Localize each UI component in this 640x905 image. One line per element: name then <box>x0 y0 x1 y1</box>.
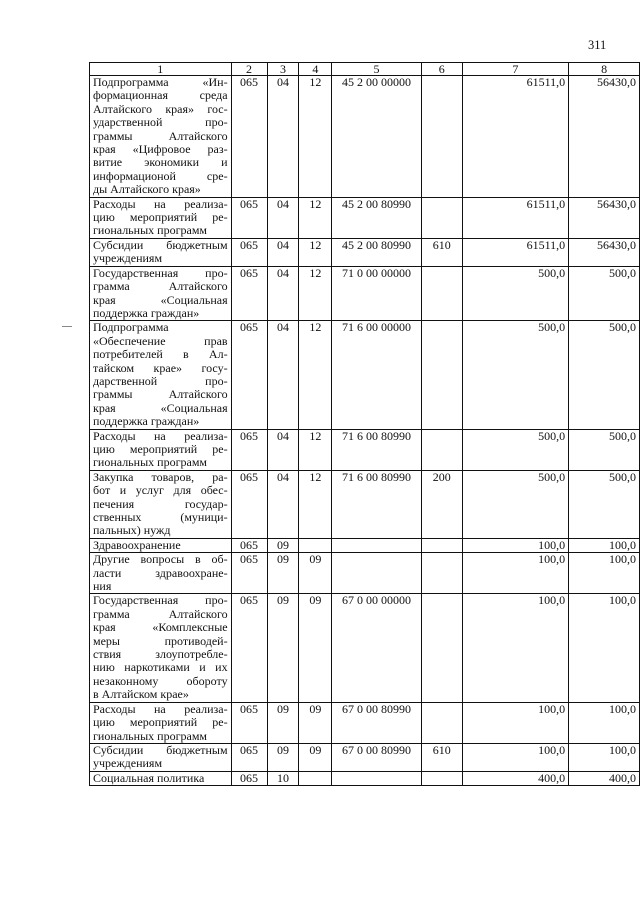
expense-type-cell <box>421 266 462 321</box>
amount-year2-cell: 100,0 <box>569 702 640 743</box>
item-name-line: печения государ- <box>93 496 228 511</box>
subsection-cell: 12 <box>299 470 332 538</box>
target-article-cell: 67 0 00 80990 <box>332 702 422 743</box>
section-cell: 04 <box>267 470 299 538</box>
item-name-line: информационой сре- <box>93 168 228 183</box>
item-name-cell <box>90 594 232 702</box>
section-cell: 04 <box>267 429 299 470</box>
table-row <box>90 197 640 238</box>
amount-year1-cell: 61511,0 <box>462 238 568 266</box>
item-name-line: поддержка граждан» <box>93 305 200 320</box>
amount-year2-cell: 500,0 <box>569 321 640 429</box>
item-name-line: тайском крае» госу- <box>93 360 228 375</box>
ministry-code-cell: 065 <box>231 197 267 238</box>
target-article-cell <box>332 553 422 594</box>
subsection-cell: 09 <box>299 743 332 771</box>
expense-type-cell <box>421 76 462 198</box>
table-row <box>90 238 640 266</box>
amount-year1-cell: 500,0 <box>462 429 568 470</box>
item-name-line: нию наркотиками и их <box>93 660 228 675</box>
item-name-line: Государственная про- <box>93 593 228 608</box>
ministry-code-cell: 065 <box>231 429 267 470</box>
item-name-line: цию мероприятий ре- <box>93 210 228 225</box>
column-header: 6 <box>421 63 462 76</box>
margin-mark <box>62 326 72 327</box>
item-name-line: витие экономики и <box>93 155 228 170</box>
item-name-line: цию мероприятий ре- <box>93 715 228 730</box>
column-header: 7 <box>462 63 568 76</box>
item-name-cell <box>90 470 232 538</box>
column-header: 2 <box>231 63 267 76</box>
item-name-line: Государственная про- <box>93 265 228 280</box>
item-name-line: грамма Алтайского <box>93 279 228 294</box>
ministry-code-cell: 065 <box>231 238 267 266</box>
table-row <box>90 429 640 470</box>
section-cell: 09 <box>267 702 299 743</box>
section-cell: 04 <box>267 76 299 198</box>
ministry-code-cell: 065 <box>231 743 267 771</box>
section-cell: 09 <box>267 743 299 771</box>
target-article-cell: 71 6 00 00000 <box>332 321 422 429</box>
target-article-cell: 71 0 00 00000 <box>332 266 422 321</box>
amount-year2-cell: 500,0 <box>569 266 640 321</box>
section-cell: 09 <box>267 594 299 702</box>
table-row <box>90 76 640 198</box>
item-name-line: поддержка граждан» <box>93 414 200 429</box>
item-name-line: грамма Алтайского <box>93 606 228 621</box>
expense-type-cell <box>421 197 462 238</box>
section-cell: 04 <box>267 197 299 238</box>
ministry-code-cell: 065 <box>231 266 267 321</box>
expense-type-cell <box>421 553 462 594</box>
target-article-cell: 45 2 00 80990 <box>332 197 422 238</box>
subsection-cell <box>299 538 332 552</box>
table-row <box>90 321 640 429</box>
subsection-cell: 12 <box>299 266 332 321</box>
amount-year1-cell: 100,0 <box>462 553 568 594</box>
ministry-code-cell: 065 <box>231 702 267 743</box>
item-name-line: потребителей в Ал- <box>93 347 228 362</box>
amount-year1-cell: 100,0 <box>462 702 568 743</box>
subsection-cell <box>299 771 332 785</box>
section-cell: 10 <box>267 771 299 785</box>
ministry-code-cell: 065 <box>231 538 267 552</box>
item-name-line: Социальная политика <box>93 770 205 785</box>
item-name-line: Расходы на реализа- <box>93 196 228 211</box>
item-name-line: Подпрограмма «Ин- <box>93 75 228 89</box>
item-name-line: Расходы на реализа- <box>93 701 228 716</box>
item-name-cell <box>90 429 232 470</box>
expense-type-cell: 610 <box>421 238 462 266</box>
item-name-line: бот и услуг для обес- <box>93 483 228 498</box>
subsection-cell: 12 <box>299 429 332 470</box>
subsection-cell: 12 <box>299 238 332 266</box>
budget-table <box>89 62 640 786</box>
target-article-cell: 45 2 00 80990 <box>332 238 422 266</box>
item-name-line: Субсидии бюджетным <box>93 237 228 252</box>
item-name-cell <box>90 538 232 552</box>
amount-year1-cell: 500,0 <box>462 321 568 429</box>
expense-type-cell <box>421 594 462 702</box>
table-row <box>90 743 640 771</box>
expense-type-cell: 610 <box>421 743 462 771</box>
amount-year1-cell: 400,0 <box>462 771 568 785</box>
subsection-cell: 09 <box>299 702 332 743</box>
item-name-line: ды Алтайского края» <box>93 182 201 197</box>
amount-year2-cell: 100,0 <box>569 743 640 771</box>
subsection-cell: 09 <box>299 594 332 702</box>
item-name-line: ния <box>93 579 112 594</box>
item-name-line: граммы Алтайского <box>93 387 228 402</box>
section-cell: 04 <box>267 321 299 429</box>
item-name-line: меры противодей- <box>93 633 228 648</box>
item-name-line: края «Социальная <box>93 292 228 307</box>
item-name-line: Расходы на реализа- <box>93 428 228 443</box>
item-name-line: ударственной про- <box>93 115 228 130</box>
table-row <box>90 470 640 538</box>
expense-type-cell <box>421 538 462 552</box>
target-article-cell: 45 2 00 00000 <box>332 76 422 198</box>
target-article-cell <box>332 538 422 552</box>
item-name-cell <box>90 238 232 266</box>
amount-year2-cell: 56430,0 <box>569 76 640 198</box>
item-name-line: края «Комплексные <box>93 620 228 635</box>
expense-type-cell <box>421 771 462 785</box>
section-cell: 04 <box>267 238 299 266</box>
item-name-cell <box>90 321 232 429</box>
amount-year2-cell: 500,0 <box>569 470 640 538</box>
ministry-code-cell: 065 <box>231 594 267 702</box>
item-name-line: ствия злоупотребле- <box>93 647 228 662</box>
column-header: 3 <box>267 63 299 76</box>
item-name-line: ственных (муници- <box>93 510 228 524</box>
amount-year1-cell: 100,0 <box>462 538 568 552</box>
item-name-line: Закупка товаров, ра- <box>93 469 228 484</box>
item-name-line: формационная среда <box>93 88 228 103</box>
ministry-code-cell: 065 <box>231 321 267 429</box>
column-header: 5 <box>332 63 422 76</box>
amount-year1-cell: 500,0 <box>462 266 568 321</box>
item-name-line: незаконному обороту <box>93 673 228 688</box>
item-name-line: граммы Алтайского <box>93 128 228 143</box>
item-name-cell <box>90 76 232 198</box>
expense-type-cell <box>421 321 462 429</box>
amount-year2-cell: 56430,0 <box>569 238 640 266</box>
item-name-line: цию мероприятий ре- <box>93 441 228 456</box>
column-header: 1 <box>90 63 232 76</box>
item-name-line: гиональных программ <box>93 728 207 743</box>
amount-year2-cell: 100,0 <box>569 553 640 594</box>
section-cell: 04 <box>267 266 299 321</box>
amount-year2-cell: 400,0 <box>569 771 640 785</box>
item-name-cell <box>90 702 232 743</box>
amount-year1-cell: 61511,0 <box>462 197 568 238</box>
table-row <box>90 771 640 785</box>
item-name-cell <box>90 771 232 785</box>
item-name-line: гиональных программ <box>93 455 207 470</box>
item-name-cell <box>90 553 232 594</box>
subsection-cell: 12 <box>299 76 332 198</box>
table-row <box>90 594 640 702</box>
item-name-cell <box>90 266 232 321</box>
expense-type-cell: 200 <box>421 470 462 538</box>
item-name-line: Другие вопросы в об- <box>93 552 228 567</box>
item-name-line: учреждениям <box>93 251 163 266</box>
target-article-cell: 67 0 00 80990 <box>332 743 422 771</box>
item-name-line: Подпрограмма <box>93 320 169 335</box>
ministry-code-cell: 065 <box>231 76 267 198</box>
page-number: 311 <box>588 38 607 52</box>
column-header: 8 <box>569 63 640 76</box>
item-name-line: края «Цифровое раз- <box>93 142 228 157</box>
item-name-line: Алтайского края» гос- <box>93 101 228 116</box>
ministry-code-cell: 065 <box>231 470 267 538</box>
item-name-line: «Обеспечение прав <box>93 333 228 348</box>
item-name-cell <box>90 743 232 771</box>
table-row <box>90 702 640 743</box>
target-article-cell <box>332 771 422 785</box>
column-header: 4 <box>299 63 332 76</box>
amount-year2-cell: 100,0 <box>569 538 640 552</box>
subsection-cell: 12 <box>299 197 332 238</box>
item-name-line: Субсидии бюджетным <box>93 742 228 757</box>
section-cell: 09 <box>267 553 299 594</box>
target-article-cell: 67 0 00 00000 <box>332 594 422 702</box>
table-row <box>90 266 640 321</box>
ministry-code-cell: 065 <box>231 553 267 594</box>
subsection-cell: 12 <box>299 321 332 429</box>
table-row <box>90 538 640 552</box>
target-article-cell: 71 6 00 80990 <box>332 429 422 470</box>
amount-year2-cell: 100,0 <box>569 594 640 702</box>
amount-year1-cell: 500,0 <box>462 470 568 538</box>
target-article-cell: 71 6 00 80990 <box>332 470 422 538</box>
item-name-cell <box>90 197 232 238</box>
item-name-line: в Алтайском крае» <box>93 687 189 702</box>
item-name-line: ласти здравоохране- <box>93 565 228 580</box>
item-name-line: учреждениям <box>93 756 163 771</box>
expense-type-cell <box>421 429 462 470</box>
amount-year2-cell: 500,0 <box>569 429 640 470</box>
table-header-row <box>90 63 640 76</box>
subsection-cell: 09 <box>299 553 332 594</box>
item-name-line: края «Социальная <box>93 400 228 415</box>
item-name-line: гиональных программ <box>93 223 207 238</box>
section-cell: 09 <box>267 538 299 552</box>
amount-year1-cell: 100,0 <box>462 743 568 771</box>
item-name-line: дарственной про- <box>93 373 228 388</box>
expense-type-cell <box>421 702 462 743</box>
item-name-line: пальных) нужд <box>93 523 171 538</box>
item-name-line: Здравоохранение <box>93 537 181 552</box>
table-row <box>90 553 640 594</box>
ministry-code-cell: 065 <box>231 771 267 785</box>
amount-year1-cell: 61511,0 <box>462 76 568 198</box>
amount-year1-cell: 100,0 <box>462 594 568 702</box>
amount-year2-cell: 56430,0 <box>569 197 640 238</box>
